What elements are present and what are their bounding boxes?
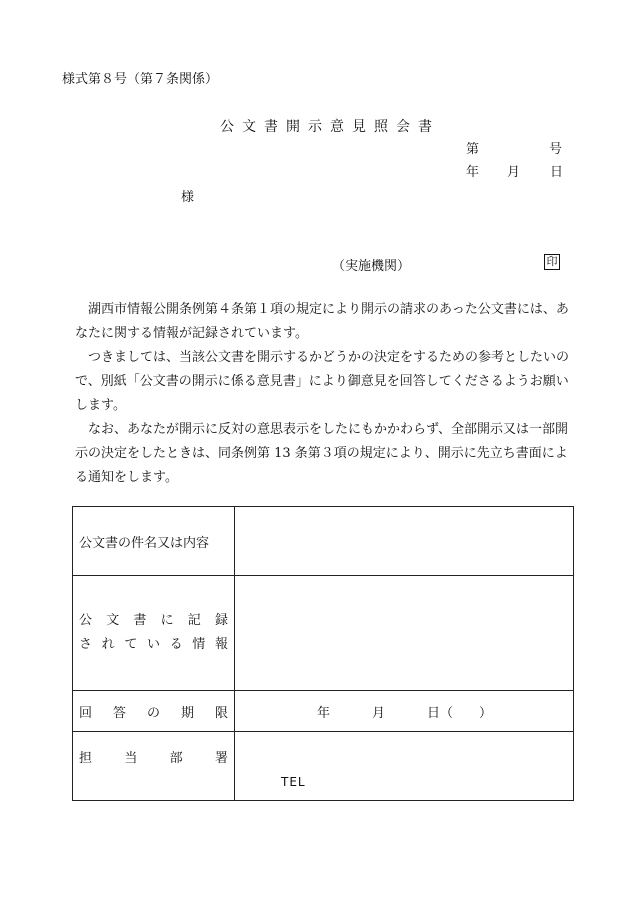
body-text bbox=[75, 298, 575, 490]
paragraph: つきましては、当該公文書を開示するかどうかの決定をするための参考としたいので、別紙「公文書の開示に係る意見書」により御意見を回答してくださるようお願いします。 bbox=[75, 350, 570, 413]
deadline-label: 回 答 の 期 限 bbox=[73, 691, 235, 732]
table-row-deadline bbox=[73, 691, 574, 732]
deadline-value: 年 月 日（ ） bbox=[235, 691, 574, 732]
table-row-dept bbox=[73, 732, 574, 801]
date-month: 月 bbox=[507, 165, 521, 180]
subject-label bbox=[73, 507, 235, 576]
paragraph: 湖西市情報公開条例第４条第１項の規定により開示の請求のあった公文書には、あなたに関する情報が記録されています。 bbox=[75, 302, 569, 341]
date-year: 年 bbox=[466, 165, 480, 180]
table-row-info bbox=[73, 576, 574, 691]
issue-date bbox=[466, 161, 563, 180]
doc-number-suffix: 号 bbox=[549, 142, 563, 157]
tel-label: TEL bbox=[281, 775, 306, 789]
document-title: 公文書開示意見照会書 bbox=[220, 119, 440, 135]
addressee: 様 bbox=[181, 190, 195, 205]
doc-number-prefix: 第 bbox=[466, 142, 480, 157]
info-table bbox=[72, 506, 574, 801]
form-number: 様式第８号（第７条関係） bbox=[62, 72, 219, 87]
subject-value bbox=[235, 507, 574, 576]
dept-label: 担 当 部 署 bbox=[73, 732, 235, 801]
info-label-line2: さ れ て い る 情 報 bbox=[79, 637, 228, 652]
paragraph: なお、あなたが開示に反対の意思表示をしたにもかかわらず、全部開示又は一部開示の決定をしたときは、同条例第 13 条第３項の規定により、開示に先立ち書面による通知をします。 bbox=[75, 422, 568, 485]
dept-value bbox=[235, 732, 574, 801]
seal-mark: 印 bbox=[544, 254, 560, 270]
document-number bbox=[466, 138, 562, 157]
info-label-line1: 公 文 書 に 記 録 bbox=[79, 613, 228, 628]
agency-label: （実施機関） bbox=[332, 259, 411, 274]
subject-label-text: 公文書の件名又は内容 bbox=[79, 535, 210, 551]
info-label bbox=[73, 576, 235, 691]
info-value bbox=[235, 576, 574, 691]
date-day: 日 bbox=[550, 165, 564, 180]
table-row-subject bbox=[73, 507, 574, 576]
